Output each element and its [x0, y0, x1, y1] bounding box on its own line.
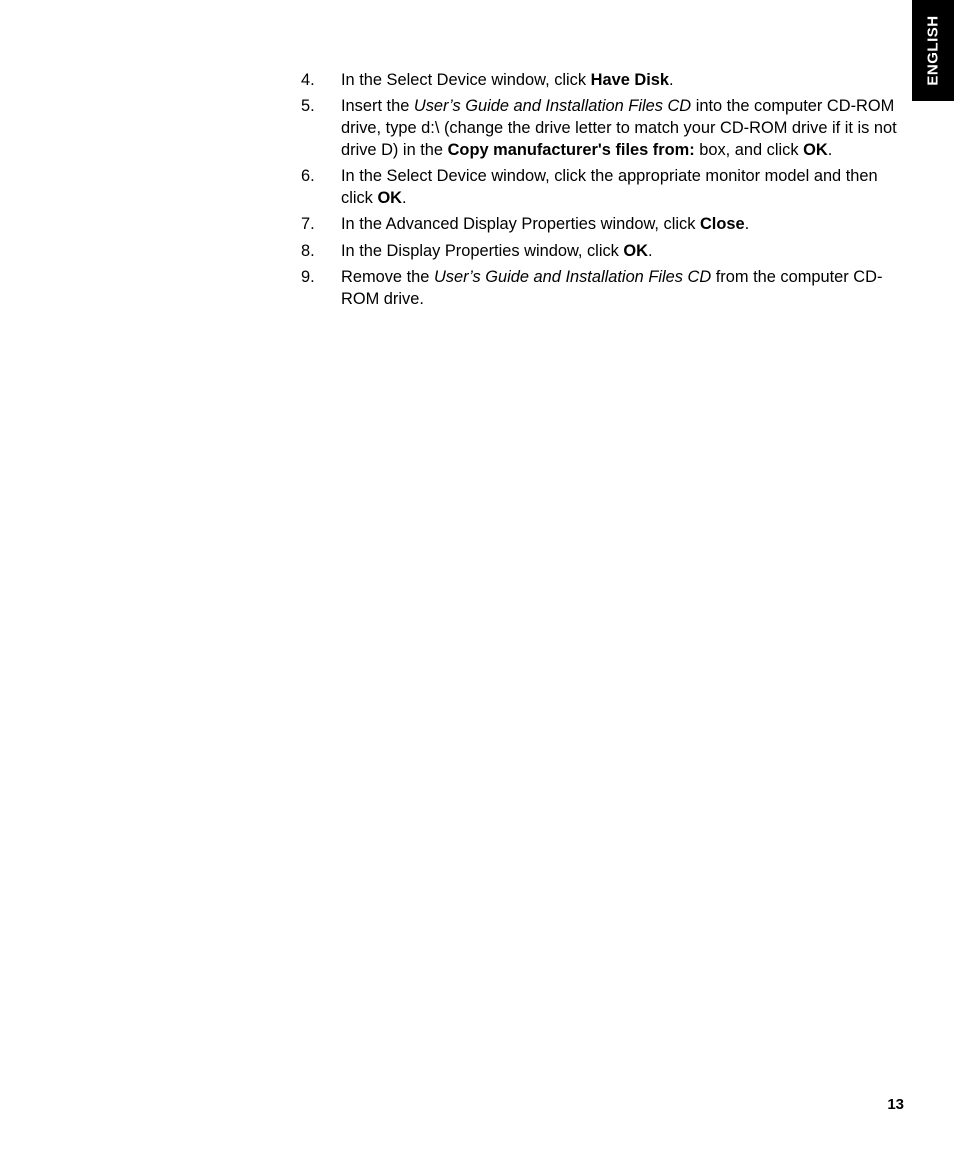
page-number: 13	[887, 1096, 904, 1113]
step-text	[341, 214, 906, 236]
step-text-run: In the Display Properties window, click	[341, 241, 624, 260]
step-text-run: Remove the	[341, 268, 434, 287]
step-number: 5.	[301, 97, 315, 116]
step-text-run: into the computer CD-ROM drive, type d:\ (change the drive letter to match your CD-ROM drive if it is not drive D) in the	[341, 97, 897, 159]
ui-term: Close	[699, 215, 745, 234]
step-text-run: .	[648, 241, 653, 260]
step-text-run: .	[402, 188, 407, 207]
ui-term: Copy manufacturer's files from:	[447, 140, 695, 159]
step-number: 7.	[301, 215, 315, 234]
step-text-run: .	[744, 215, 750, 234]
step-text	[341, 96, 906, 161]
language-tab-label: ENGLISH	[924, 15, 942, 86]
ui-term: OK	[623, 241, 648, 260]
ui-term: OK	[377, 188, 403, 207]
step-text-run: In the Select Device window, click	[341, 71, 591, 89]
instruction-step	[301, 267, 906, 310]
step-text-run: from the computer CD-ROM drive.	[341, 268, 883, 308]
ui-term: OK	[803, 140, 828, 159]
step-number: 9.	[301, 268, 315, 287]
step-text-run: Insert the	[341, 97, 414, 116]
step-number: 8.	[301, 241, 315, 260]
ui-term: Have Disk	[590, 71, 669, 89]
instruction-step	[301, 214, 906, 236]
step-text-run: box, and click	[694, 140, 804, 159]
step-number: 6.	[301, 167, 315, 186]
document-title: User’s Guide and Installation Files CD	[413, 97, 692, 116]
instruction-step	[301, 70, 906, 92]
step-number: 4.	[301, 71, 315, 89]
step-text	[341, 166, 906, 209]
step-text-run: In the Select Device window, click the appropriate monitor model and then click	[341, 167, 878, 207]
instruction-step	[301, 96, 906, 161]
language-tab	[912, 0, 954, 101]
step-text	[341, 267, 906, 310]
step-text-run: .	[669, 71, 674, 89]
step-text	[341, 241, 906, 263]
step-text-run: In the Advanced Display Properties window, click	[341, 215, 700, 234]
instruction-step	[301, 241, 906, 263]
document-title: User’s Guide and Installation Files CD	[433, 268, 712, 287]
instruction-step	[301, 166, 906, 209]
step-text-run: .	[827, 140, 833, 159]
instruction-steps-list	[301, 70, 906, 315]
step-text	[341, 70, 906, 92]
